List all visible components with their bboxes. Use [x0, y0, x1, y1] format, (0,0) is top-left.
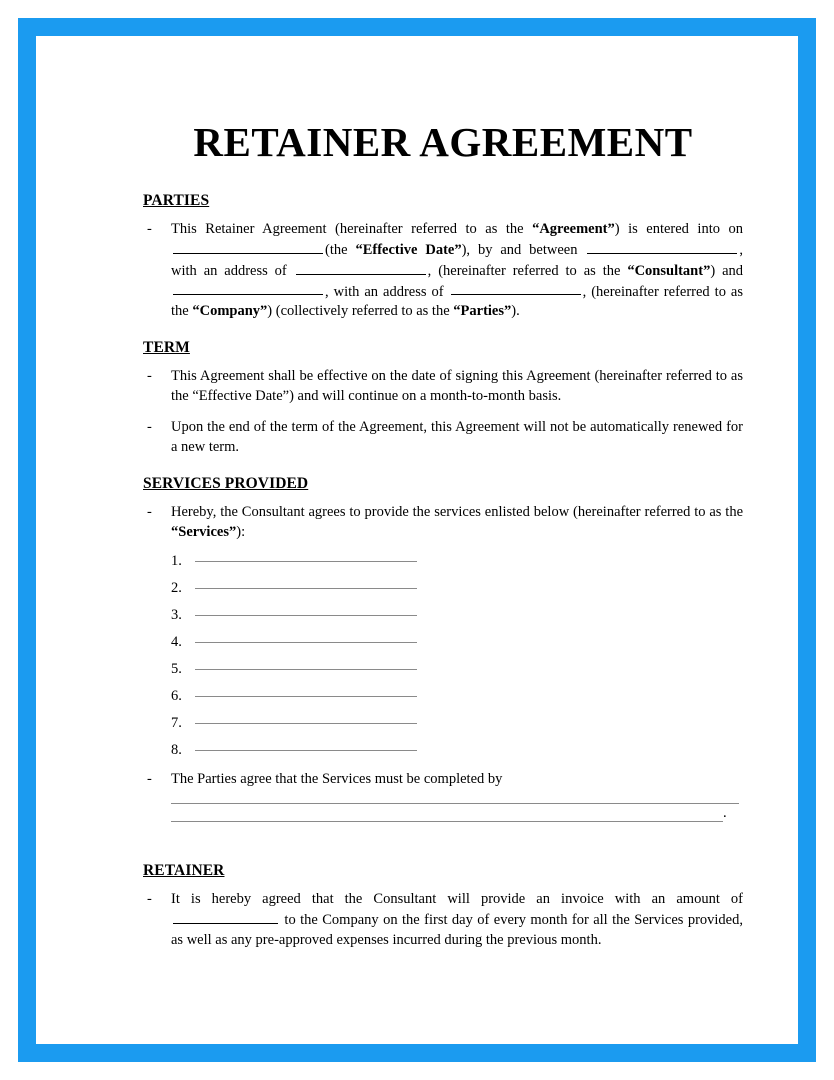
- parties-bold-company: “Company”: [192, 303, 268, 320]
- service-input-line-4[interactable]: [195, 641, 417, 643]
- parties-text-3: (the: [325, 241, 356, 258]
- list-item-number: 4.: [171, 634, 182, 651]
- section-spacer: [143, 840, 743, 862]
- list-item: [143, 661, 743, 678]
- parties-text-1: This Retainer Agreement (hereinafter referred to as the: [171, 221, 533, 237]
- parties-text-8: , with an address of: [325, 283, 449, 300]
- bullet-retainer-1: [143, 889, 743, 950]
- list-item-number: 5.: [171, 661, 182, 678]
- list-item-number: 7.: [171, 715, 182, 732]
- section-heading-term: TERM: [143, 339, 190, 357]
- parties-bold-consultant: “Consultant”: [627, 262, 711, 279]
- parties-text-11: ).: [511, 303, 520, 320]
- blank-invoice-amount[interactable]: [173, 909, 278, 924]
- term-text-1: This Agreement shall be effective on the date of signing this Agreement (hereinafter referred to as the “Effective Date”) and will continue on a month-to-month basis.: [171, 368, 743, 405]
- parties-text-10: ) (collectively referred to as the: [267, 303, 454, 320]
- list-item: [143, 553, 743, 570]
- bullet-marker: -: [147, 419, 152, 436]
- bullet-term-2: [143, 417, 743, 457]
- list-item: [143, 607, 743, 624]
- blank-consultant-name[interactable]: [587, 239, 737, 254]
- parties-text-9: , (hereinafter referred to as the: [171, 283, 744, 320]
- services-completion-text: The Parties agree that the Services must be completed by: [171, 771, 503, 788]
- section-parties: [143, 192, 743, 321]
- service-input-line-8[interactable]: [195, 749, 417, 751]
- section-heading-parties: PARTIES: [143, 192, 210, 209]
- blank-effective-date[interactable]: [173, 239, 323, 254]
- bullet-services-intro: [143, 502, 743, 542]
- service-input-line-2[interactable]: [195, 587, 417, 589]
- services-intro-paragraph: [171, 502, 743, 542]
- bullet-marker: -: [147, 771, 152, 788]
- bullet-term-1: [143, 366, 743, 406]
- list-item: [143, 634, 743, 651]
- bullet-marker: -: [147, 368, 152, 385]
- services-intro-suffix: ):: [236, 524, 246, 541]
- parties-bold-agreement: “Agreement”: [532, 221, 615, 237]
- list-item: [143, 580, 743, 597]
- list-item-number: 6.: [171, 688, 182, 705]
- section-term: [143, 339, 743, 457]
- parties-text-7: ) and: [710, 262, 744, 279]
- service-input-line-1[interactable]: [195, 560, 417, 562]
- services-bold-services: “Services”: [171, 524, 237, 541]
- section-heading-retainer: RETAINER: [143, 862, 225, 880]
- blank-company-address[interactable]: [451, 281, 581, 296]
- service-input-line-3[interactable]: [195, 614, 417, 616]
- parties-text-2: ) is entered into on: [614, 221, 743, 237]
- parties-text-6: , (hereinafter referred to as the: [427, 262, 628, 279]
- retainer-text-2: to the Company on the first day of every month for all the Services provided, as well as any pre-approved expenses incurred during the previous month.: [171, 912, 743, 949]
- parties-text-4: ), by and between: [461, 241, 586, 258]
- page-border-frame: [18, 18, 816, 1062]
- services-intro-prefix: Hereby, the Consultant agrees to provide the services enlisted below (hereinafter referred to as the: [171, 504, 743, 521]
- parties-bold-parties: “Parties”: [453, 303, 512, 320]
- parties-bold-effective-date: “Effective Date”: [355, 241, 462, 258]
- blank-consultant-address[interactable]: [296, 260, 426, 275]
- list-item: [143, 742, 743, 759]
- completion-period: .: [723, 805, 727, 822]
- term-text-2: Upon the end of the term of the Agreement, this Agreement will not be automatically renewed for a new term.: [171, 419, 743, 456]
- completion-blank-line-2[interactable]: [171, 820, 723, 822]
- document-page: [36, 36, 798, 1044]
- bullet-marker: -: [147, 891, 152, 908]
- service-input-line-7[interactable]: [195, 722, 417, 724]
- parties-paragraph: [171, 219, 743, 321]
- blank-company-name[interactable]: [173, 281, 323, 296]
- list-item-number: 3.: [171, 607, 182, 624]
- bullet-marker: -: [147, 221, 152, 237]
- bullet-parties-1: [143, 219, 743, 321]
- parties-text-5: , with an address of: [171, 241, 744, 279]
- list-item-number: 2.: [171, 580, 182, 597]
- retainer-text-1: It is hereby agreed that the Consultant will provide an invoice with an amount of: [171, 891, 743, 908]
- bullet-marker: -: [147, 504, 152, 521]
- list-item: [143, 715, 743, 732]
- document-body: [143, 118, 743, 968]
- page-title: RETAINER AGREEMENT: [193, 119, 693, 165]
- completion-line-2-wrap: [171, 804, 739, 822]
- list-item: [143, 688, 743, 705]
- section-heading-services: SERVICES PROVIDED: [143, 475, 309, 493]
- section-services-provided: [143, 475, 743, 822]
- service-input-line-5[interactable]: [195, 668, 417, 670]
- services-list: [143, 553, 743, 759]
- bullet-services-completion: [143, 769, 743, 789]
- service-input-line-6[interactable]: [195, 695, 417, 697]
- section-retainer: [143, 862, 743, 950]
- list-item-number: 8.: [171, 742, 182, 759]
- retainer-paragraph: [171, 889, 743, 950]
- list-item-number: 1.: [171, 553, 182, 570]
